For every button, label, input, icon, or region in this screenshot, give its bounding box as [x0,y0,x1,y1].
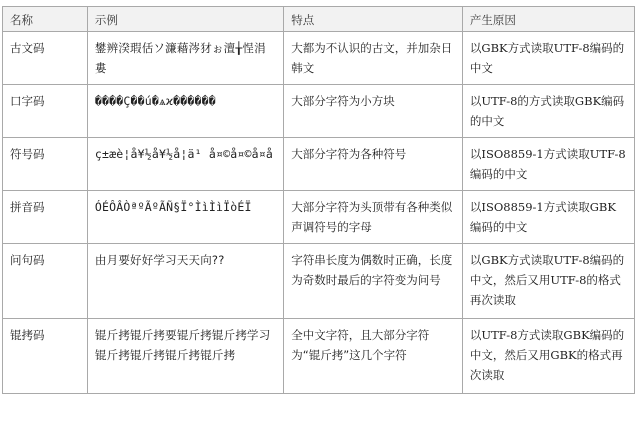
row-example: ����Ҫ��ú�ѧϰ������ [87,85,283,138]
row-reason: 以GBK方式读取UTF-8编码的中文 [462,32,634,85]
table-row [3,85,635,138]
row-example: ÓÉÔÂÒªºÃºÃÑ§Ï°ÌìÌìÏòÉÏ [87,191,283,244]
table-row [3,191,635,244]
table-row [3,244,635,319]
row-reason: 以UTF-8方式读取GBK编码的中文，然后又用GBK的格式再次读取 [462,319,634,394]
header-example: 示例 [87,7,283,32]
row-name: 口字码 [3,85,88,138]
row-feature: 大部分字符为各种符号 [284,138,463,191]
table-row [3,319,635,394]
row-feature: 大都为不认识的古文，并加杂日韩文 [284,32,463,85]
row-reason: 以ISO8859-1方式读取UTF-8编码的中文 [462,138,634,191]
row-reason: 以GBK方式读取UTF-8编码的中文，然后又用UTF-8的格式再次读取 [462,244,634,319]
row-name: 古文码 [3,32,88,85]
table-row [3,32,635,85]
row-feature: 大部分字符为小方块 [284,85,463,138]
row-feature: 字符串长度为偶数时正确，长度为奇数时最后的字符变为问号 [284,244,463,319]
table-row [3,138,635,191]
row-example: 锟斤拷锟斤拷要锟斤拷锟斤拷学习锟斤拷锟斤拷锟斤拷锟斤拷 [87,319,283,394]
row-name: 符号码 [3,138,88,191]
header-reason: 产生原因 [462,7,634,32]
row-example: 由月要好好学习天天向?? [87,244,283,319]
encoding-table [2,6,635,394]
table-header-row [3,7,635,32]
row-name: 问句码 [3,244,88,319]
header-name: 名称 [3,7,88,32]
row-feature: 全中文字符，且大部分字符为“锟斤拷”这几个字符 [284,319,463,394]
row-name: 拼音码 [3,191,88,244]
row-name: 锟拷码 [3,319,88,394]
row-feature: 大部分字符为头顶带有各种类似声调符号的字母 [284,191,463,244]
row-example: ç±æè¦å¥½å¥½å¦ä¹ å¤©å¤©å¤å [87,138,283,191]
row-example: 鐢辨湀瑕佸ソ濂藉涔犲ぉ澶╁悜涓婁 [87,32,283,85]
row-reason: 以ISO8859-1方式读取GBK编码的中文 [462,191,634,244]
header-feature: 特点 [284,7,463,32]
row-reason: 以UTF-8的方式读取GBK编码的中文 [462,85,634,138]
